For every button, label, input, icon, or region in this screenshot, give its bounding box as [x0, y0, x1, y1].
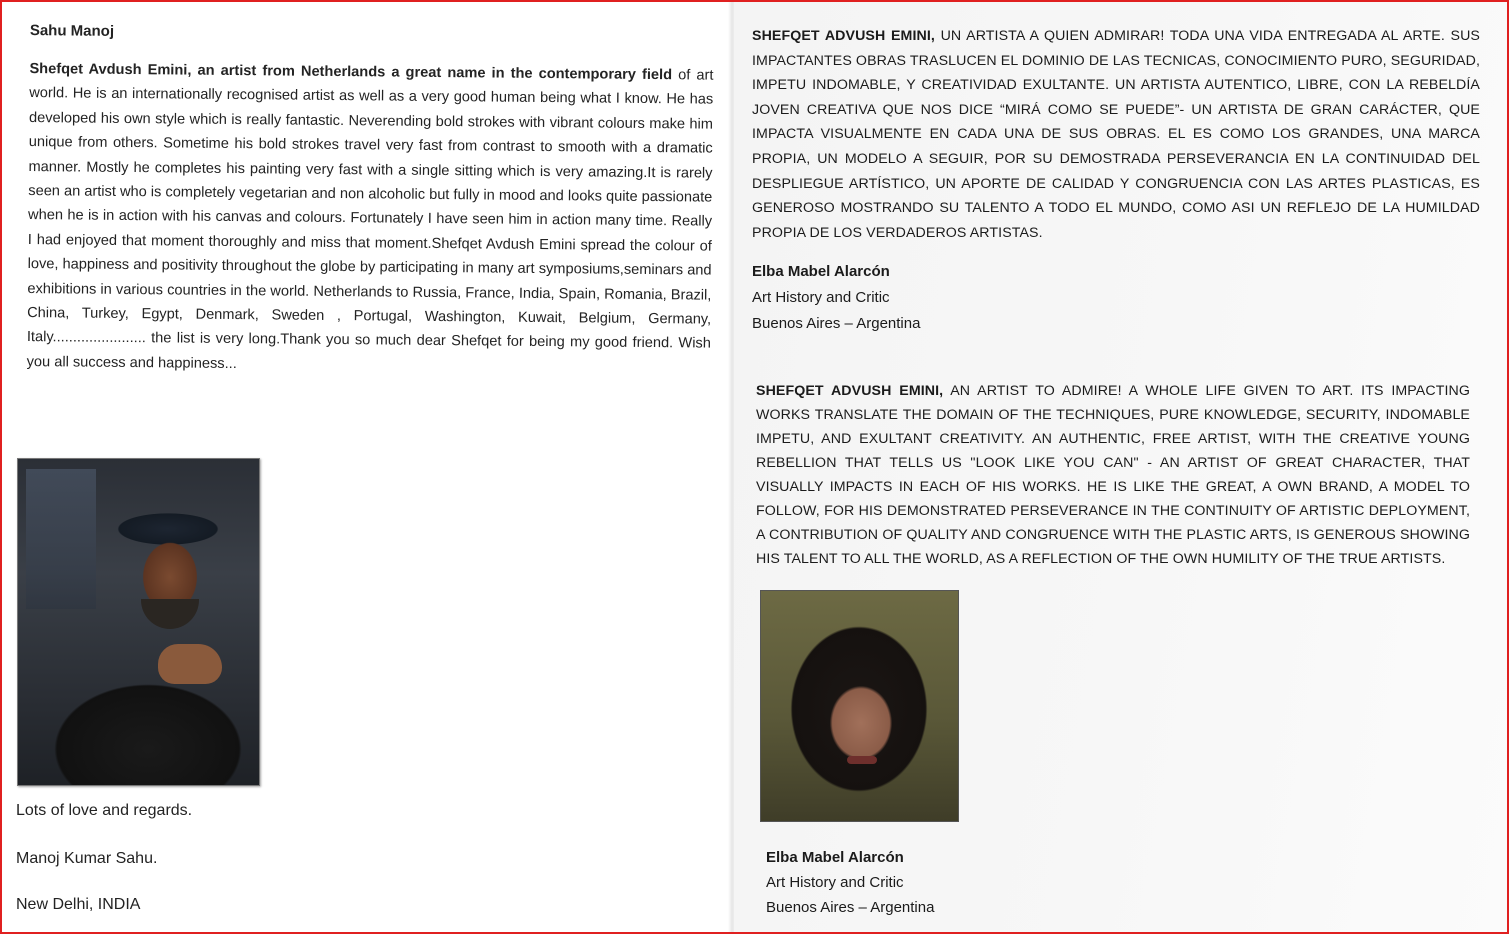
spanish-review-text: UN ARTISTA A QUIEN ADMIRAR! TODA UNA VIDA ENTREGADA AL ARTE. SUS IMPACTANTES OBRAS TRASLUCEN EL DOMINIO DE LAS TECNICAS, CONOCIMIENTO PURO, SEGURIDAD, IMPETU INDOMABLE, Y CREATIVIDAD EXULTANTE. UN ARTISTA AUTENTICO, LIBRE, CON LA REBELDÍA JOVEN CREATIVA QUE NOS DICE “MIRÁ COMO SE PUEDE”- UN ARTISTA DE GRAN CARÁCTER, QUE IMPACTA VISUALMENTE EN CADA UNA DE SUS OBRAS. EL ES COMO LOS GRANDES, UNA MARCA PROPIA, UN MODELO A SEGUIR, POR SU DEMOSTRADA PERSEVERANCIA EN LA CONTINUIDAD DEL DESPLIEGUE ARTÍSTICO, UN APORTE DE CALIDAD Y CONGRUENCIA CON LAS ARTES PLASTICAS, ES GENEROSO MOSTRANDO SU TALENTO A TODO EL MUNDO, COMO ASI UN REFLEJO DE LA HUMILDAD PROPIA DE LOS VERDADEROS ARTISTAS. [752, 28, 1480, 241]
spanish-review [752, 24, 1480, 245]
signature-name: Elba Mabel Alarcón [766, 849, 904, 866]
letter-signature-place: New Delhi, INDIA [16, 896, 141, 913]
portrait-photo-elba [760, 590, 959, 822]
photo-background-window [26, 469, 96, 609]
signature-title: Art History and Critic [766, 874, 904, 891]
english-review-text: AN ARTIST TO ADMIRE! A WHOLE LIFE GIVEN TO ART. ITS IMPACTING WORKS TRANSLATE THE DOMAIN OF THE TECHNIQUES, PURE KNOWLEDGE, SECURITY, INDOMABLE IMPETU, AND EXULTANT CREATIVITY. AN AUTHENTIC, FREE ARTIST, WITH THE CREATIVE YOUNG REBELLION THAT TELLS US "LOOK LIKE YOU CAN" - AN ARTIST OF GREAT CHARACTER, THAT VISUALLY IMPACTS IN EACH OF HIS WORKS. HE IS LIKE THE GREAT, A OWN BRAND, A MODEL TO FOLLOW, FOR HIS DEMONSTRATED PERSEVERANCE IN THE CONTINUITY OF ARTISTIC DEPLOYMENT, A CONTRIBUTION OF QUALITY AND CONGRUENCE WITH THE PLASTIC ARTS, IS GENEROUS SHOWING HIS TALENT TO ALL THE WORLD, AS A REFLECTION OF THE OWN HUMILITY OF THE TRUE ARTISTS. [756, 383, 1470, 567]
spanish-signature [752, 259, 1480, 337]
spanish-review-lead: SHEFQET ADVUSH EMINI, [752, 28, 935, 44]
signature-place: Buenos Aires – Argentina [766, 899, 935, 916]
english-review-block [756, 379, 1470, 571]
portrait-photo-manoj [17, 458, 260, 786]
photo-lips [847, 756, 877, 764]
signature-name: Elba Mabel Alarcón [752, 263, 890, 281]
photo-beard [141, 599, 199, 629]
letter-lead: Shefqet Avdush Emini, an artist from Netherlands a great name in the contemporary field [29, 61, 673, 84]
letter-closing: Lots of love and regards. [16, 802, 193, 819]
left-letter-text [21, 16, 714, 381]
letter-body [21, 57, 714, 381]
english-review-lead: SHEFQET ADVUSH EMINI, [756, 383, 944, 399]
spanish-review-block [752, 24, 1480, 337]
letter-body-text: of art world. He is an internationally recognised artist as well as a very good human being what I know. He has developed his own style which is really fantastic. Neverending bold strokes with vibrant colours make him unique from others. Sometime his bold strokes travel very fast from contrast to smooth with a dramatic manner. Mostly he completes his painting very fast with a single sitting which is very amazing.It is rarely seen an artist who is completely vegetarian and non alcoholic but fully in mood and looks quite passionate when he is in action with his canvas and colours. Fortunately I have seen him in action many time. Really I had enjoyed that moment thoroughly and miss that moment.Shefqet Avdush Emini spread the colour of love, happiness and positivity throughout the globe by participating in many art symposiums,seminars and exhibitions in various countries in the world. Netherlands to Russia, France, India, Spain, Romania, Brazil, China, Turkey, Egypt, Denmark, Sweden , Portugal, Washington, Kuwait, Belgium, Germany, Italy....................... the list is very long.Thank you so much dear Shefqet for being my good friend. Wish you all success and happiness... [26, 67, 714, 372]
english-signature [766, 845, 934, 920]
left-letter-page [2, 2, 730, 932]
signature-title: Art History and Critic [752, 289, 890, 307]
photo-hand [158, 644, 222, 684]
letter-author-heading: Sahu Manoj [29, 22, 115, 40]
english-review [756, 379, 1470, 571]
signature-place: Buenos Aires – Argentina [752, 315, 921, 333]
letter-signature-name: Manoj Kumar Sahu. [16, 850, 158, 867]
